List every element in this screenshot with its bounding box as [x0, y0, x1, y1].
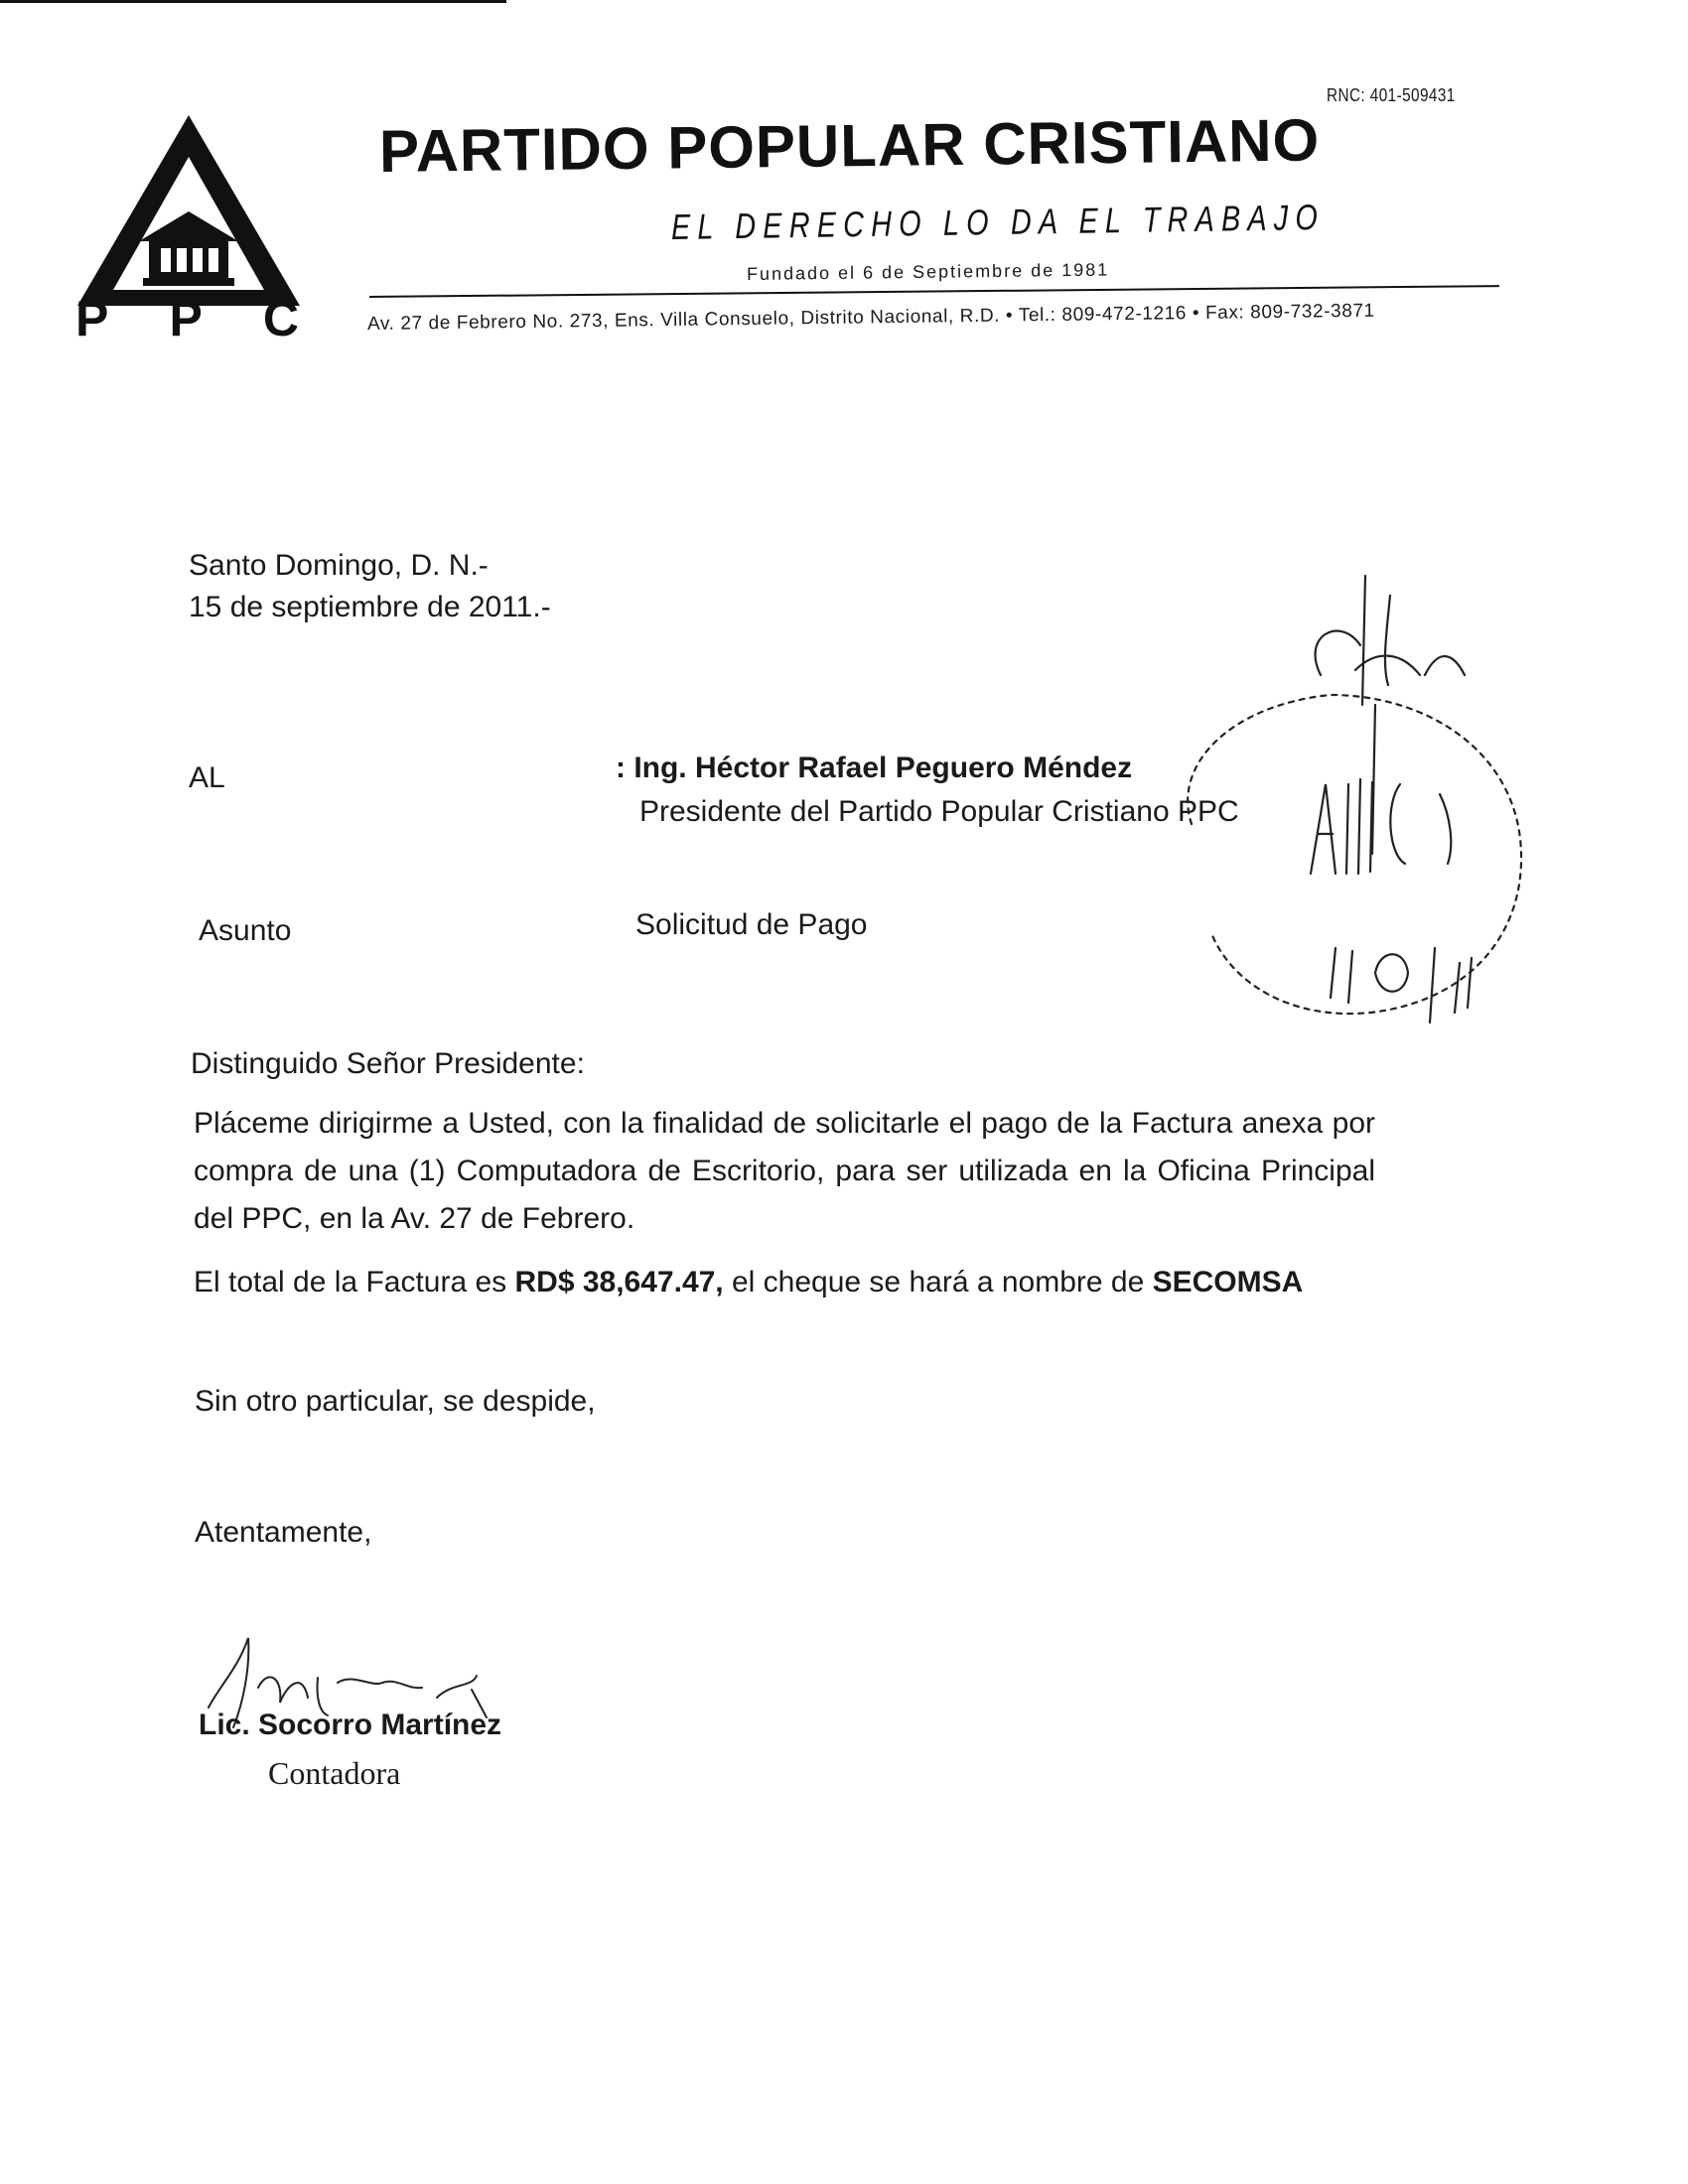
subject-value: Solicitud de Pago: [635, 908, 868, 941]
header-divider: [369, 285, 1499, 298]
handwritten-received-stamp-icon: [1152, 556, 1549, 1092]
body-paragraph-2: [194, 1259, 1375, 1306]
contact-address: Av. 27 de Febrero No. 273, Ens. Villa Consuelo, Distrito Nacional, R.D. • Tel.: 809-472-1216 • Fax: 809-732-3871: [366, 300, 1375, 335]
to-label: AL: [189, 761, 225, 794]
paragraph2-text-mid: el cheque se hará a nombre de: [723, 1266, 1153, 1298]
party-name: PARTIDO POPULAR CRISTIANO: [378, 106, 1321, 185]
letter-place: Santo Domingo, D. N.-: [189, 549, 489, 582]
signer-role: Contadora: [268, 1755, 401, 1791]
recipient-title: Presidente del Partido Popular Cristiano PPC: [639, 795, 1239, 828]
regards: Atentamente,: [195, 1516, 372, 1549]
top-edge-rule: [0, 0, 506, 3]
logo-letter-p2: P: [169, 291, 203, 346]
signer-name: Lic. Socorro Martínez: [199, 1708, 502, 1741]
subject-label: Asunto: [199, 914, 292, 947]
invoice-amount: RD$ 38,647.47,: [514, 1266, 724, 1298]
body-paragraph-1: Pláceme dirigirme a Usted, con la finalidad de solicitarle el pago de la Factura anexa por compra de una (1) Computadora de Escritorio, para ser utilizada en la Oficina Principal del PPC, en la Av. 27 de Febrero.: [194, 1107, 1375, 1235]
letter-date: 15 de septiembre de 2011.-: [189, 591, 551, 623]
logo-letters: [75, 290, 299, 347]
paragraph2-text: El total de la Factura es: [194, 1266, 515, 1298]
salutation: Distinguido Señor Presidente:: [191, 1047, 585, 1080]
logo-letter-c: C: [262, 291, 299, 346]
rnc-number: RNC: 401-509431: [1327, 85, 1456, 105]
closing-line: Sin otro particular, se despide,: [195, 1385, 596, 1418]
payee-name: SECOMSA: [1152, 1266, 1304, 1298]
logo-letter-p1: P: [75, 291, 109, 346]
recipient-name: : Ing. Héctor Rafael Peguero Méndez: [616, 751, 1133, 784]
party-motto: EL DERECHO LO DA EL TRABAJO: [670, 196, 1326, 247]
founded-date: Fundado el 6 de Septiembre de 1981: [746, 259, 1110, 284]
